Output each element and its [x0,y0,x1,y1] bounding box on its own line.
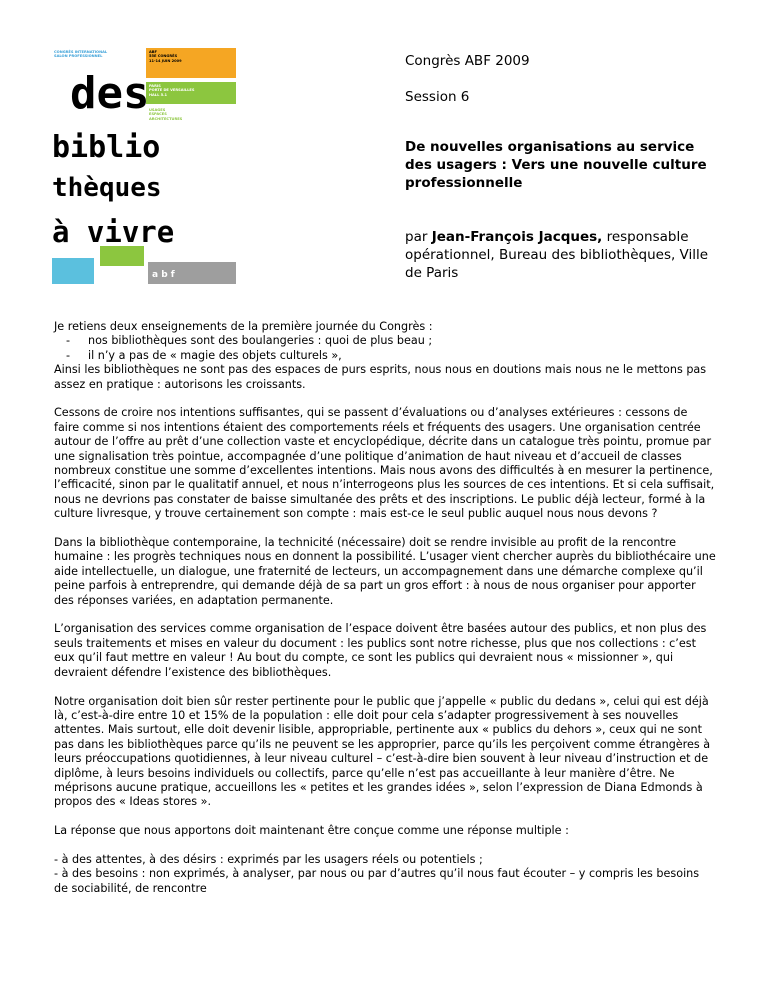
paragraph: L’organisation des services comme organisation de l’espace doivent être basées autour des publics, et non plus des seuls traitements et mises en valeur du document : les publics sont notre richesse, plus que nos collections : c’est eux qu’il faut mettre en valeur ! Au bout du compte, ce sont les publics qui devraient nous « missionner », qui devraient défendre l’existence des bibliothèques. [54,622,707,679]
poster-sub-text: USAGES ESPACES ARCHITECTURES [149,108,183,121]
poster-word-biblio: biblio [52,130,161,165]
poster-green-text: PARIS PORTE DE VERSAILLES HALL 5.1 [149,84,195,97]
list-item: - à des attentes, à des désirs : exprimés par les usagers réels ou potentiels ; [54,852,483,866]
bullet-item: - il n’y a pas de « magie des objets culturels », [66,348,342,362]
event-title: Congrès ABF 2009 [405,53,530,69]
paragraph: Cessons de croire nos intentions suffisantes, qui se passent d’évaluations ou d’analyses extérieures : cessons de faire comme si nos intentions étaient des comportements réels et fréquents des usagers. Une organisation centrée autour de l’offre au prêt d’une collection vaste et encyclopédique, décrite dans un catalogue très pointu, promue par une signalisation très pointue, accompagnée d’une politique d’animation de haut niveau et d’accueil de classes nombreux constitue une somme d’excellentes intentions. Mais nous avons des difficultés à en mesurer la pertinence, l’efficacité, sinon par le qualitatif annuel, et nous n’interrogeons plus les sources de ces intentions. Et si cela suffisait, nous ne devrions pas constater de baisse simultanée des prêts et des inscriptions. Le public déjà lecteur, formé à la culture livresque, y trouve certainement son compte : mais est-ce le seul public auquel nous nous devons ? [54,406,715,521]
author-name: Jean-François Jacques, [431,229,603,245]
paragraph-list [54,853,716,896]
poster-word-a-vivre: à vivre [52,215,175,249]
paragraph: Notre organisation doit bien sûr rester pertinente pour le public que j’appelle « public du dedans », celui qui est déjà là, c’est-à-dire entre 10 et 15% de la population : elle doit pour cela s’adapter progressivement à ses nouvelles attentes. Mais surtout, elle doit devenir lisible, appropriable, pertinente aux « publics du dehors », ceux qui ne sont pas dans les bibliothèques parce qu’ils ne peuvent se les approprier, parce qu’ils les perçoivent comme étrangères à leurs préoccupations quotidiennes, à leur niveau culturel – c’est-à-dire bien souvent à leur niveau d’instruction et de diplôme, à leurs besoins individuels ou collectifs, parce qu’elle n’est pas accueillante à leur manière d’être. Ne méprisons aucune pratique, accueillons les « petites et les grandes idées », selon l’expression de Diana Edmonds à propos des « Ideas stores ». [54,694,711,809]
paragraph-intro [54,320,716,392]
paragraph: Dans la bibliothèque contemporaine, la technicité (nécessaire) doit se rendre invisible au profit de la rencontre humaine : les progrès techniques nous en donnent la possibilité. L’usager vient chercher auprès du bibliothécaire une aide intellectuelle, un dialogue, une fraternité de lecteurs, un accompagnement dans une démarche complexe qu’il peine parfois à entreprendre, qui demande déjà de sa part un gros effort : à nous de nous organiser pour apporter des réponses variées, en adaptation permanente. [54,536,716,607]
list-item: - à des besoins : non exprimés, à analyser, par nous ou par d’autres qu’il nous faut écouter – y compris les besoins de sociabilité, de rencontre [54,867,700,895]
bullet-item: - nos bibliothèques sont des boulangeries : quoi de plus beau ; [66,334,433,348]
author-line [405,228,723,282]
author-prefix: par [405,229,432,245]
intro-end: Ainsi les bibliothèques ne sont pas des espaces de purs esprits, nous nous en doutions mais nous ne le mettons pas assez en pratique : autorisons les croissants. [54,363,707,391]
poster-blue-block [52,258,94,284]
intro-text: Je retiens deux enseignements de la première journée du Congrès : [54,320,433,333]
poster-top-left-text: CONGRÈS INTERNATIONAL SALON PROFESSIONNEL [54,50,108,59]
author-role: responsable opérationnel, Bureau des bibliothèques, Ville de Paris [405,229,709,281]
poster-word-theques: thèques [52,173,162,203]
paragraph: La réponse que nous apportons doit maintenant être conçue comme une réponse multiple : [54,824,569,838]
poster-word-des: des [70,68,150,119]
article-title: De nouvelles organisations au service des usagers : Vers une nouvelle culture professionnelle [405,139,707,191]
poster-logo: a b f [152,270,175,280]
article-body [54,320,716,911]
poster-orange-text: ABF 55E CONGRÈS 11-14 JUIN 2009 [149,50,182,63]
session-label: Session 6 [405,89,470,105]
conference-poster [52,48,236,284]
